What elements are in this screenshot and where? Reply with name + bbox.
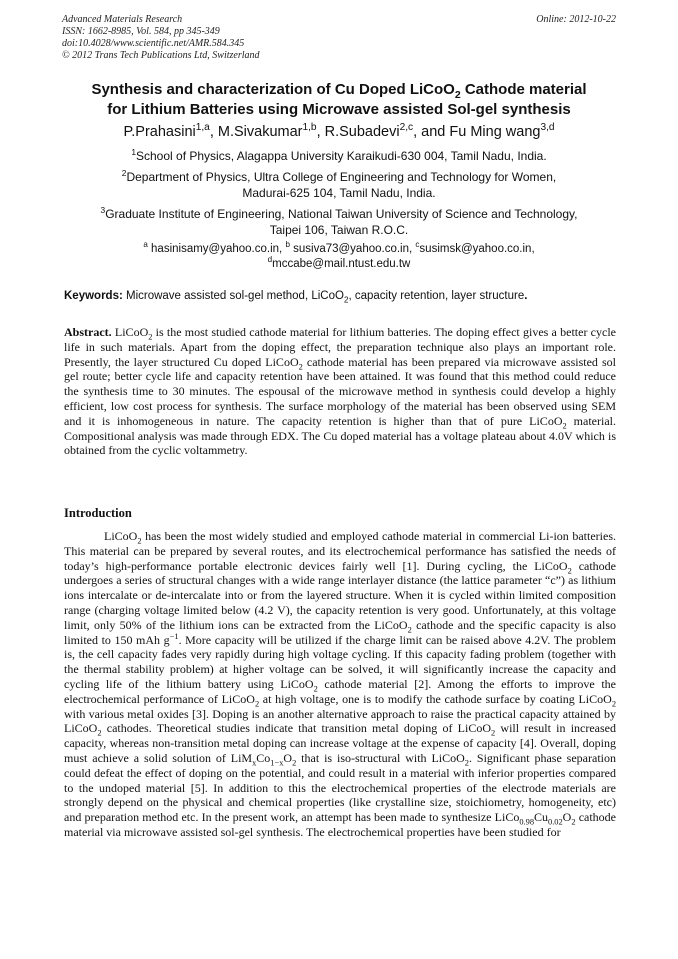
author-emails <box>40 242 638 272</box>
title-line2: for Lithium Batteries using Microwave assisted Sol-gel synthesis <box>107 101 571 118</box>
email-sup: d <box>267 255 273 265</box>
keywords-end: . <box>524 290 528 302</box>
author-name: M.Sivakumar <box>217 124 303 140</box>
intro-sub: 2 <box>313 684 318 694</box>
email-sup: c <box>415 240 420 250</box>
intro-text: Cu <box>534 810 549 825</box>
keywords-section <box>64 289 616 304</box>
copyright-line: © 2012 Trans Tech Publications Ltd, Switzerland <box>62 50 260 61</box>
intro-sub: 2 <box>137 536 142 546</box>
online-date: Online: 2012-10-22 <box>536 14 616 25</box>
paper-title <box>40 80 638 120</box>
keywords-text: , capacity retention, layer structure <box>348 290 525 302</box>
intro-text: O <box>562 810 572 825</box>
intro-text: cathode material [2]. Among the efforts to improve the electrochemical performance of LiCoO <box>64 676 616 706</box>
intro-sup: −1 <box>169 631 179 641</box>
affiliation-text: Taipei 106, Taiwan R.O.C. <box>269 223 409 237</box>
email-sup: b <box>285 240 290 250</box>
intro-text: that is iso-structural with LiCoO <box>296 750 465 765</box>
issn-line: ISSN: 1662-8985, Vol. 584, pp 345-349 <box>62 26 220 37</box>
abstract-label: Abstract. <box>64 325 112 339</box>
intro-text: cathode and the specific capacity is also limited to 150 mAh g <box>64 617 616 647</box>
intro-sub: 2 <box>407 625 412 635</box>
intro-text: cathode undergoes a series of structural changes with a wide range interlayer distance (the lattice parameter “c”) as lithium ions intercalate or de-intercalate into or from the layered structure. When it is cycled within limited composition range (charging voltage limited below (4.2 V), the capacity retention is very good. Unfortunately, at this voltage limit, only 50% of the lithium ions can be extracted from the LiCoO <box>64 558 617 632</box>
author-sup: 3,d <box>540 122 555 134</box>
affiliation-text: School of Physics, Alagappa University Karaikudi-630 004, Tamil Nadu, India. <box>136 149 547 163</box>
affiliation-text: Department of Physics, Ultra College of Engineering and Technology for Women, <box>126 170 557 184</box>
title-line1-post: Cathode material <box>460 81 587 98</box>
intro-text: has been the most widely studied and employed cathode material in commercial Li-ion batteries. This material can be prepared by several routes, and its electrochemical performance has satisfied the needs of today’s high-performance portable electronic devices fairly well [1]. During cycling, the LiCoO <box>64 529 616 573</box>
abstract-text: is the most studied cathode material for lithium batteries. The doping effect gives a better cycle life in such materials. Apart from the doping effect, the preparation technique also plays an important role. Presently, the layer structured Cu doped LiCoO <box>64 325 616 369</box>
abstract-text: material. Compositional analysis was made through EDX. The Cu doped material has a voltage plateau about 4.0V which is obtained from the cyclic voltammetry. <box>64 413 616 458</box>
affiliation-1 <box>40 148 638 164</box>
author-sep: , <box>316 124 325 140</box>
affiliation-text: Graduate Institute of Engineering, National Taiwan University of Science and Technology, <box>105 207 578 221</box>
author-name: P.Prahasini <box>123 124 196 140</box>
author-sup: 2,c <box>399 122 414 134</box>
author-sup: 1,b <box>302 122 317 134</box>
intro-text: Co <box>256 750 271 765</box>
author-sep: , <box>209 124 218 140</box>
intro-text: with various metal oxides [3]. Doping is an another alternative approach to raise the practical capacity attained by LiCoO <box>64 706 616 736</box>
affiliation-sup: 1 <box>131 147 136 157</box>
intro-sub: 0.02 <box>548 817 563 827</box>
intro-text: cathodes. Theoretical studies indicate that transition metal doping of LiCoO <box>101 721 491 736</box>
intro-text: . More capacity will be utilized if the charge limit can be raised above 4.2V. The problem is, the cell capacity fades very rapidly during high voltage cycling. If this capacity fading problem (together with the thermal stability problem) at higher voltage can be solved, it will significantly increase the capacity and cycling life of the lithium battery using LiCoO <box>64 632 616 691</box>
author-sep: , and <box>413 124 450 140</box>
intro-sub: 1−x <box>270 758 284 768</box>
journal-name: Advanced Materials Research <box>62 14 183 25</box>
intro-text: LiCoO <box>104 529 138 543</box>
intro-text: . Significant phase separation could defeat the effect of doping on the potential, and could result in a material with inferior properties compared to the undoped material [5]. In addition to this the electrochemical properties of the electrode materials are strongly depend on the physical and chemical properties (like crystalline size, stoichiometry, homogeneity, etc) and preparation method etc. In the present work, an attempt has been made to synthesize LiCo <box>64 750 616 825</box>
intro-sub: 2 <box>97 728 102 738</box>
author-sup: 1,a <box>195 122 210 134</box>
intro-sub: 2 <box>254 699 260 709</box>
intro-sub: 2 <box>571 817 576 827</box>
author-list <box>40 122 638 142</box>
keywords-label: Keywords: <box>64 290 123 302</box>
affiliation-text: Madurai-625 104, Tamil Nadu, India. <box>242 186 436 200</box>
introduction-heading: Introduction <box>64 506 132 520</box>
abstract-text: cathode material has been prepared via microwave assisted sol gel route; better cycle life and capacity retention have been attained. It was found that this method could reduce the synthesis time to 30 minutes. The espousal of the microwave method in synthesis could develop a highly efficient, low cost process for synthesis. The surface morphology of the material has been observed using SEM and it is inhomogeneous in nature. The capacity retention is higher than that of pure LiCoO <box>64 354 616 428</box>
intro-sub: 2 <box>491 728 496 738</box>
affiliation-3 <box>40 206 638 238</box>
abstract-sub: 2 <box>562 421 567 431</box>
keywords-text: Microwave assisted sol-gel method, LiCoO <box>122 290 344 302</box>
email-link[interactable]: mccabe@mail.ntust.edu.tw <box>272 258 411 270</box>
email-sup: a <box>143 240 148 250</box>
intro-text: at high voltage, one is to modify the cathode surface by coating LiCoO <box>259 691 612 706</box>
intro-text: cathode material via microwave assisted sol-gel synthesis. The electrochemical properties have been studied for <box>64 810 617 839</box>
intro-text: O <box>283 750 293 765</box>
abstract-sub: 2 <box>148 332 153 342</box>
intro-sub: 2 <box>611 699 616 709</box>
abstract-text: LiCoO <box>111 325 149 339</box>
author-name: Fu Ming wang <box>449 124 541 140</box>
email-link[interactable]: susiva73@yahoo.co.in, <box>289 243 416 255</box>
abstract-section <box>64 325 616 458</box>
introduction-body <box>64 529 616 840</box>
email-link[interactable]: susimsk@yahoo.co.in, <box>419 243 535 255</box>
intro-sub: 0.98 <box>519 817 534 827</box>
email-link[interactable]: hasinisamy@yahoo.co.in, <box>147 243 286 255</box>
intro-sub: 2 <box>464 758 469 768</box>
intro-sub: 2 <box>292 758 297 768</box>
affiliation-sup: 2 <box>121 168 127 178</box>
intro-sub: x <box>252 758 257 768</box>
affiliation-2 <box>40 169 638 201</box>
intro-text: will result in increased capacity, whereas non-transition metal doping can increase voltage at the expense of capacity [4]. Overall, doping must achieve a solid solution of LiM <box>64 721 616 765</box>
abstract-sub: 2 <box>298 361 303 371</box>
journal-header <box>62 14 616 62</box>
title-line1-pre: Synthesis and characterization of Cu Doped LiCoO <box>91 81 455 98</box>
affiliation-sup: 3 <box>100 205 106 215</box>
keywords-sub: 2 <box>343 295 349 305</box>
intro-sub: 2 <box>567 565 572 575</box>
doi-line[interactable]: doi:10.4028/www.scientific.net/AMR.584.345 <box>62 38 245 49</box>
title-line1-sub: 2 <box>454 89 461 101</box>
author-name: R.Subadevi <box>324 124 400 140</box>
